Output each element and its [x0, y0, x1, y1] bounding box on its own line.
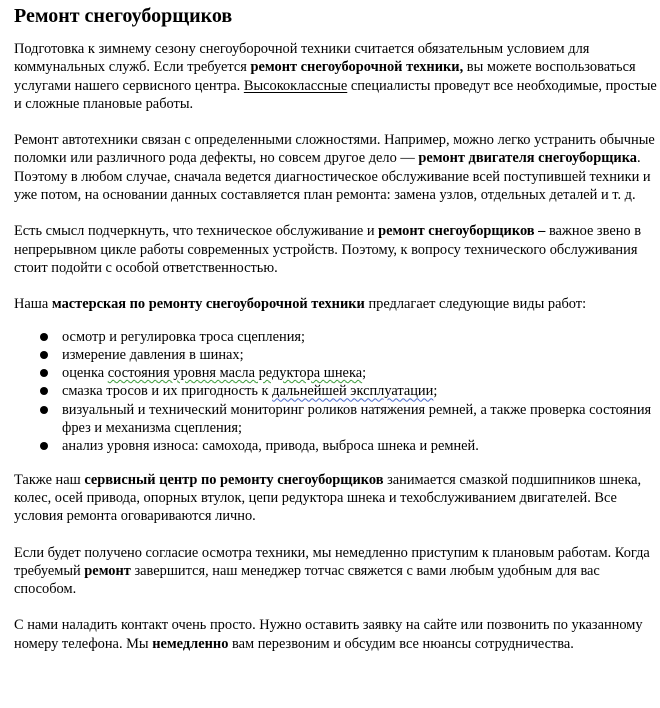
- paragraph-service-center: [14, 471, 658, 526]
- text: предлагает следующие виды работ:: [364, 296, 587, 313]
- bold-keyword: ремонт: [84, 562, 131, 579]
- list-item: [14, 437, 658, 455]
- bold-keyword: ремонт снегоуборочной техники,: [250, 59, 464, 76]
- text: Подготовка к зимнему сезону снегоуборочной техники считается обязательным условием для коммунальных служб. Если требуется: [14, 41, 590, 76]
- list-item-text: оценка: [62, 365, 108, 382]
- list-item-text: ;: [362, 365, 367, 382]
- list-item-text: визуальный и технический мониторинг роликов натяжения ремней, а также проверка состояния фрез и механизма сцепления;: [62, 401, 652, 437]
- bold-keyword: ремонт снегоуборщиков –: [378, 223, 546, 240]
- page-title: Ремонт снегоуборщиков: [14, 5, 233, 27]
- text: Если будет получено согласие осмотра техники, мы немедленно приступим к плановым работам. Когда требуемый: [14, 544, 650, 579]
- services-list: [14, 328, 658, 456]
- paragraph-services-intro: [14, 295, 658, 313]
- bold-keyword: сервисный центр по ремонту снегоуборщиков: [84, 471, 384, 488]
- text: важное звено в непрерывном цикле работы современных устройств. Поэтому, к вопросу технического обслуживания стоит подойти с особой ответственностью.: [14, 223, 642, 276]
- text: Есть смысл подчеркнуть, что техническое обслуживание и: [14, 223, 379, 240]
- document-page: [14, 4, 658, 671]
- bullet-icon: [40, 387, 48, 395]
- paragraph-agreement: [14, 544, 658, 599]
- list-item-text: анализ уровня износа: самохода, привода, выброса шнека и ремней.: [62, 438, 479, 455]
- text: завершится, наш менеджер тотчас свяжется с вами любым удобным для вас способом.: [14, 562, 600, 598]
- list-item: [14, 346, 658, 364]
- list-item-text: смазка тросов и их пригодность к: [62, 383, 273, 400]
- paragraph-contact: [14, 616, 658, 653]
- grammar-underlined-text: дальнейшей эксплуатации: [272, 383, 434, 400]
- text: вы можете воспользоваться услугами нашего сервисного центра.: [14, 59, 636, 94]
- text: Наша: [14, 296, 52, 313]
- grammar-underlined-text: состояния уровня масла редуктора шнека: [107, 365, 363, 382]
- bold-keyword: мастерская по ремонту снегоуборочной техники: [51, 296, 365, 313]
- underlined-word: Высококлассные: [243, 77, 348, 94]
- text: специалисты проведут все необходимые, простые и сложные плановые работы.: [14, 77, 657, 112]
- text: занимается смазкой подшипников шнека, колес, осей привода, опорных втулок, цепи редуктора шнека и техобслуживанием двигателей. Все условия ремонта оговариваются лично.: [14, 471, 642, 525]
- bullet-icon: [40, 442, 48, 450]
- bold-keyword: ремонт двигателя снегоуборщика: [418, 150, 637, 167]
- bullet-icon: [40, 406, 48, 414]
- paragraph-maintenance: [14, 222, 658, 277]
- list-item-text: измерение давления в шинах;: [62, 346, 244, 363]
- bullet-icon: [40, 351, 48, 359]
- paragraph-diagnostics: [14, 131, 658, 204]
- text: С нами наладить контакт очень просто. Нужно оставить заявку на сайте или позвонить по указанному номеру телефона. Мы: [14, 617, 643, 652]
- bullet-icon: [40, 369, 48, 377]
- text: . Поэтому в любом случае, сначала ведется диагностическое обслуживание всей поступившей техники и уже потом, на основании данных составляется план ремонта: замена узлов, отдельных деталей и т. д.: [14, 150, 651, 204]
- text: Ремонт автотехники связан с определенными сложностями. Например, можно легко устранить обычные поломки или различного рода дефекты, но совсем другое дело —: [14, 132, 655, 167]
- text: вам перезвоним и обсудим все нюансы сотрудничества.: [228, 635, 574, 652]
- list-item: [14, 328, 658, 346]
- list-item-text: ;: [433, 383, 438, 400]
- paragraph-intro: [14, 40, 658, 113]
- bullet-icon: [40, 333, 48, 341]
- list-item: [14, 364, 658, 382]
- bold-keyword: немедленно: [152, 635, 229, 652]
- list-item: [14, 401, 658, 438]
- list-item: [14, 382, 658, 400]
- list-item-text: осмотр и регулировка троса сцепления;: [62, 328, 306, 345]
- text: Также наш: [14, 471, 85, 488]
